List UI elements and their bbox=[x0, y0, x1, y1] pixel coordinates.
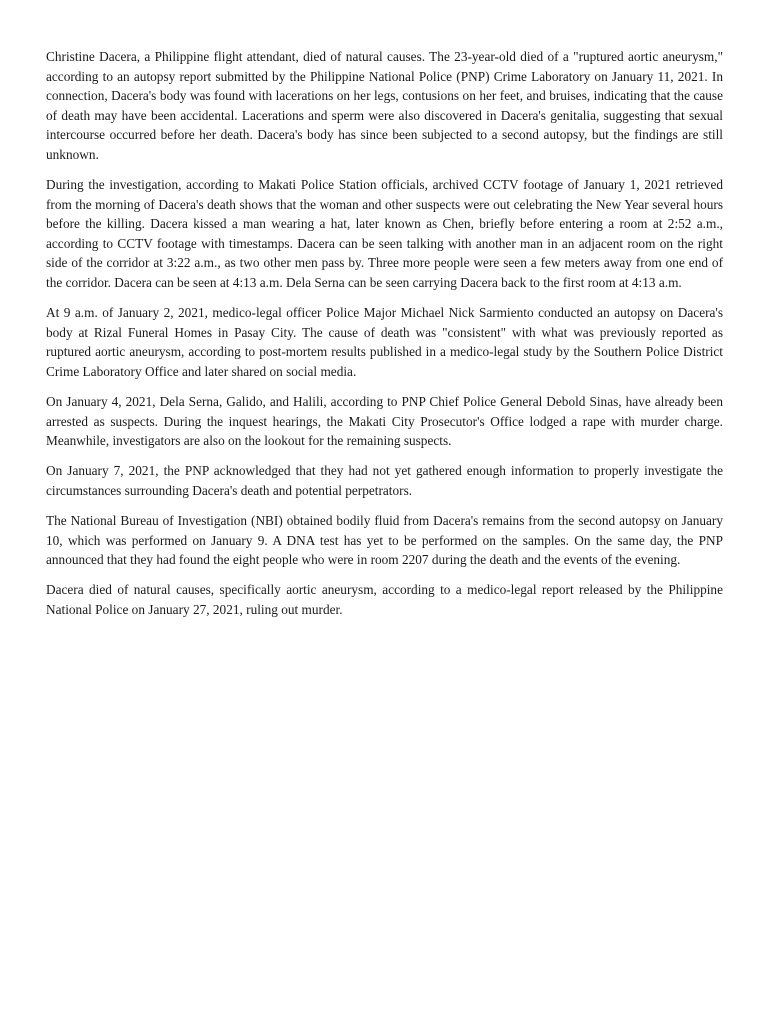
paragraph-conclusion: Dacera died of natural causes, specifically aortic aneurysm, according to a medico-legal report released by the Philippine National Police on January 27, 2021, ruling out murder. bbox=[46, 582, 723, 617]
paragraph-autopsy-findings: Christine Dacera, a Philippine flight attendant, died of natural causes. The 23-year-old died of a "ruptured aortic aneurysm," according to an autopsy report submitted by the Philippine National Police (PNP) Crime Laboratory on January 11, 2021. In connection, Dacera's body was found with lacerations on her legs, contusions on her feet, and bruises, indicating that the cause of death may have been accidental. Lacerations and sperm were also discovered in Dacera's genitalia, suggesting that sexual intercourse occurred before her death. Dacera's body has since been subjected to a second autopsy, but the findings are still unknown. bbox=[46, 49, 723, 162]
paragraph-cctv-investigation: During the investigation, according to Makati Police Station officials, archived CCTV footage of January 1, 2021 retrieved from the morning of Dacera's death shows that the woman and other suspects were out celebrating the New Year several hours before the killing. Dacera kissed a man wearing a hat, later known as Chen, briefly before entering a room at 2:52 a.m., according to CCTV footage with timestamps. Dacera can be seen talking with another man in an adjacent room on the right side of the corridor at 3:22 a.m., as two other men pass by. Three more people were seen a few meters away from one end of the corridor. Dacera can be seen at 4:13 a.m. Dela Serna can be seen carrying Dacera back to the first room at 4:13 a.m. bbox=[46, 177, 723, 291]
paragraph-nbi-samples: The National Bureau of Investigation (NBI) obtained bodily fluid from Dacera's remains from the second autopsy on January 10, which was performed on January 9. A DNA test has yet to be performed on the samples. On the same day, the PNP announced that they had found the eight people who were in room 2207 during the death and the events of the evening. bbox=[46, 512, 723, 568]
document-body bbox=[46, 47, 723, 630]
paragraph-pnp-acknowledgment: On January 7, 2021, the PNP acknowledged that they had not yet gathered enough information to properly investigate the circumstances surrounding Dacera's death and potential perpetrators. bbox=[46, 463, 723, 498]
paragraph-arrests: On January 4, 2021, Dela Serna, Galido, and Halili, according to PNP Chief Police General Debold Sinas, have already been arrested as suspects. During the inquest hearings, the Makati City Prosecutor's Office lodged a rape with murder charge. Meanwhile, investigators are also on the lookout for the remaining suspects. bbox=[46, 394, 723, 449]
paragraph-first-autopsy: At 9 a.m. of January 2, 2021, medico-legal officer Police Major Michael Nick Sarmiento conducted an autopsy on Dacera's body at Rizal Funeral Homes in Pasay City. The cause of death was "consistent" with what was previously reported as ruptured aortic aneurysm, according to post-mortem results published in a medico-legal study by the Southern Police District Crime Laboratory Office and later shared on social media. bbox=[46, 305, 723, 379]
